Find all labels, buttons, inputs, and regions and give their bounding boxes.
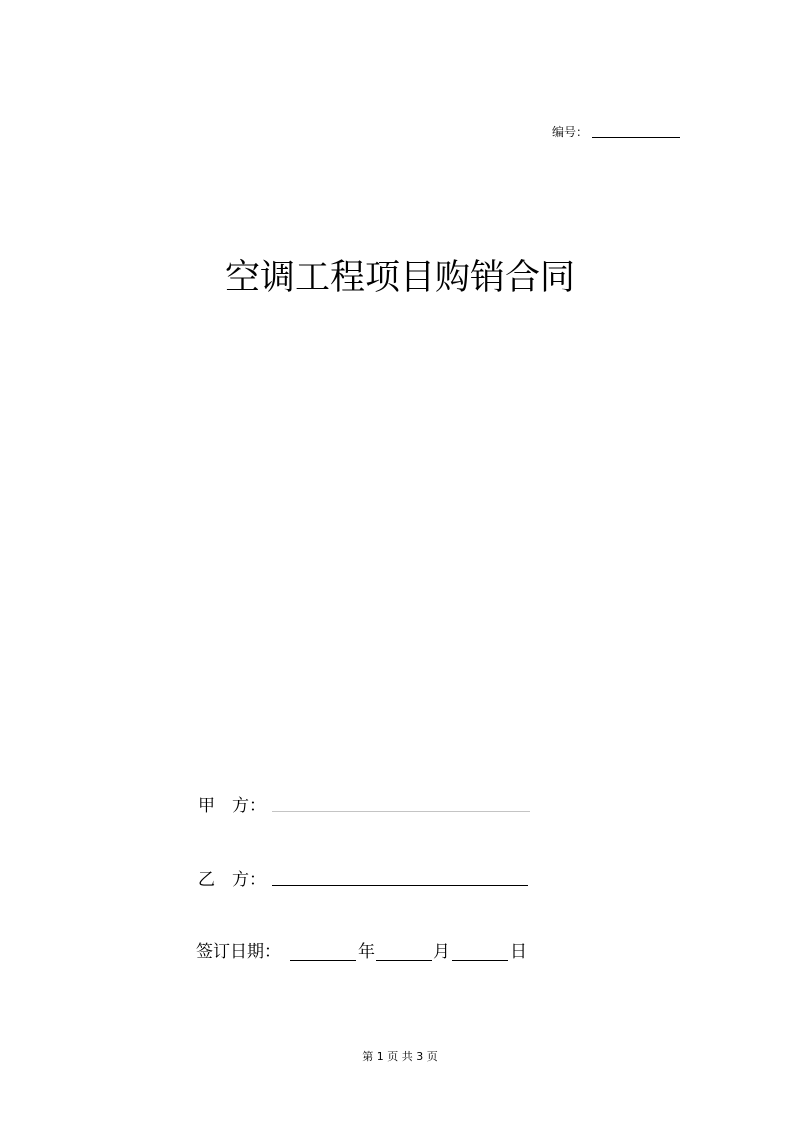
contract-number-label: 编号： [552,125,589,139]
contract-number-blank [592,137,680,138]
signing-year-unit: 年 [358,942,375,962]
page-number-footer: 第 1 页 共 3 页 [362,1050,438,1063]
signing-date-label: 签订日期： [196,942,281,962]
signing-day-unit: 日 [510,942,527,962]
signing-day-blank [452,960,508,961]
signing-month-unit: 月 [433,942,450,962]
party-b-label: 乙 方： [198,870,266,890]
party-a-blank [272,811,530,812]
signing-year-blank [290,960,356,961]
document-title: 空调工程项目购销合同 [224,258,575,298]
signing-month-blank [376,960,432,961]
party-a-label: 甲 方： [198,796,266,816]
party-b-blank [272,885,528,886]
